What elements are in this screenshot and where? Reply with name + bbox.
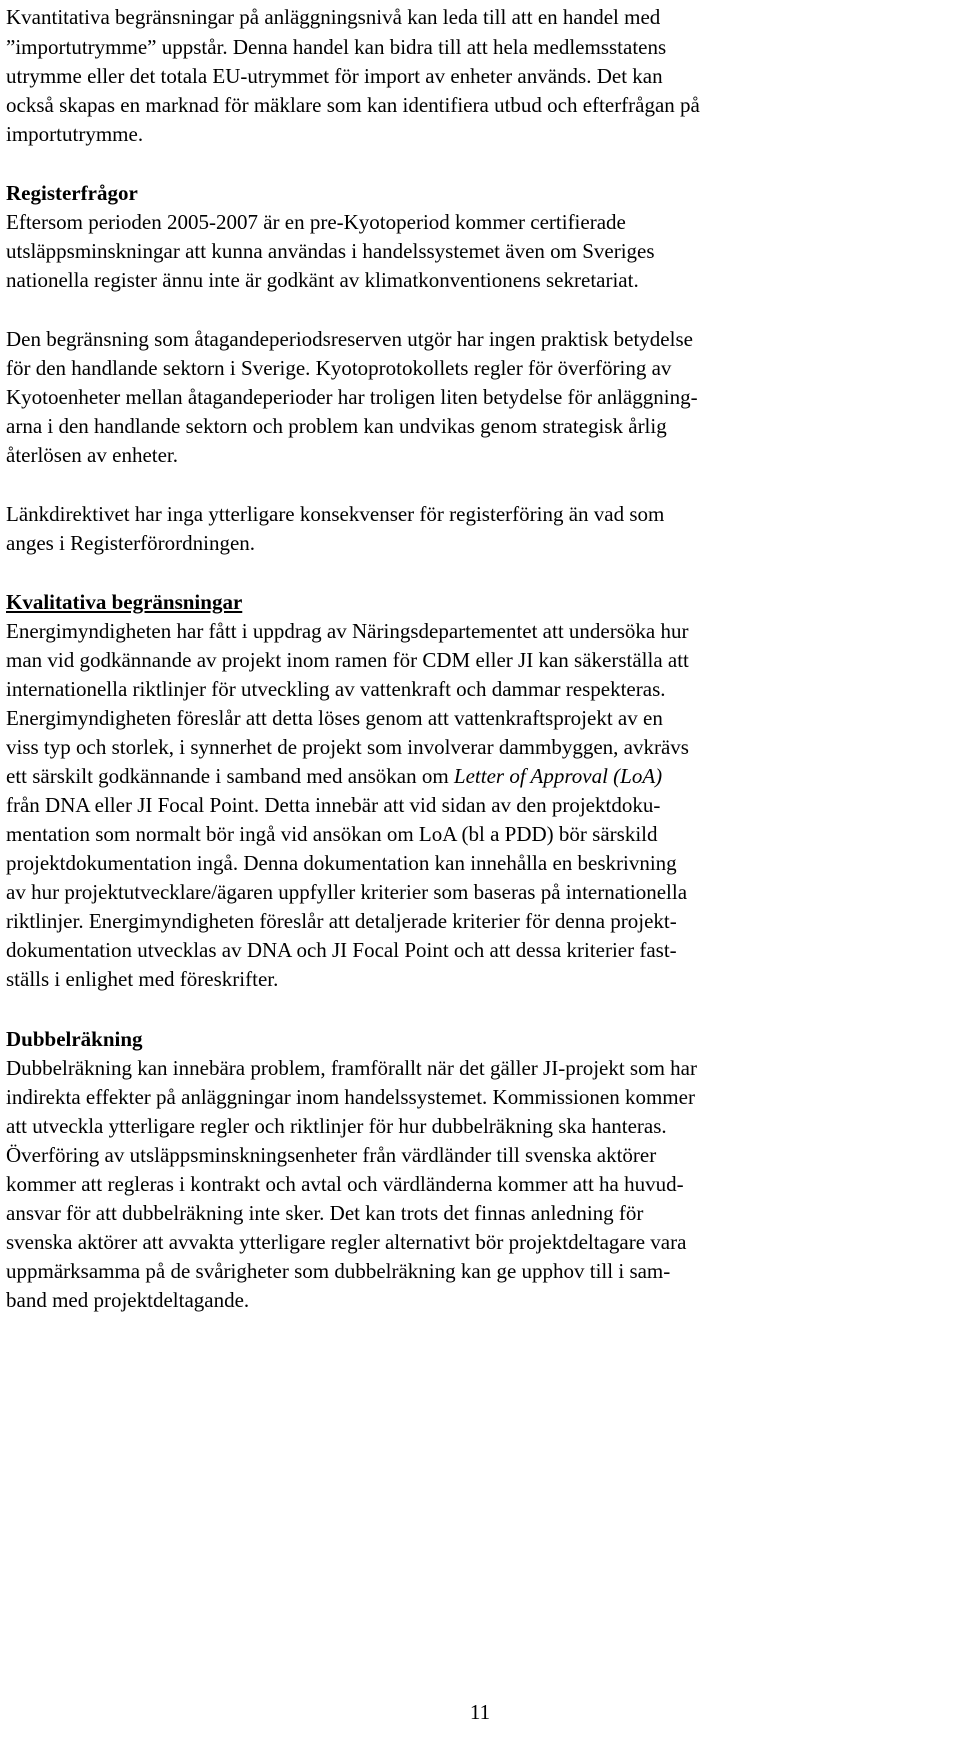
text-line: att utveckla ytterligare regler och riktlinjer för hur dubbelräkning ska hanteras. [6,1114,667,1138]
section-heading-registerfragor: Registerfrågor [6,181,138,205]
text-line: utrymme eller det totala EU-utrymmet för import av enheter används. Det kan [6,64,663,88]
text-line: Den begränsning som åtagandeperiodsreserven utgör har ingen praktisk betydelse [6,327,693,351]
text-line [6,761,662,791]
section-heading-kvalitativa: Kvalitativa begränsningar [6,590,243,614]
text-line: internationella riktlinjer för utveckling av vattenkraft och dammar respekteras. [6,677,666,701]
text-line: Dubbelräkning kan innebära problem, framförallt när det gäller JI-projekt som har [6,1056,698,1080]
text-line: ”importutrymme” uppstår. Denna handel kan bidra till att hela medlemsstatens [6,35,667,59]
text-line: Överföring av utsläppsminskningsenheter från värdländer till svenska aktörer [6,1143,657,1167]
text-line: uppmärksamma på de svårigheter som dubbelräkning kan ge upphov till i sam- [6,1259,671,1283]
text-line: också skapas en marknad för mäklare som kan identifiera utbud och efterfrågan på [6,93,700,117]
text-line: riktlinjer. Energimyndigheten föreslår att detaljerade kriterier för denna projekt- [6,909,677,933]
section-heading-dubbelrakning: Dubbelräkning [6,1027,143,1051]
text-line: utsläppsminskningar att kunna användas i handelssystemet även om Sveriges [6,239,655,263]
text-line: arna i den handlande sektorn och problem kan undvikas genom strategisk årlig [6,414,667,438]
text-line: viss typ och storlek, i synnerhet de projekt som involverar dammbyggen, avkrävs [6,735,689,759]
text-line: ställs i enlighet med föreskrifter. [6,967,279,991]
page-number: 11 [469,1700,491,1724]
text-span: ett särskilt godkännande i samband med ansökan om [6,764,454,788]
text-line: Energimyndigheten föreslår att detta löses genom att vattenkraftsprojekt av en [6,706,663,730]
text-line: mentation som normalt bör ingå vid ansökan om LoA (bl a PDD) bör särskild [6,822,658,846]
text-line: dokumentation utvecklas av DNA och JI Focal Point och att dessa kriterier fast- [6,938,677,962]
text-line: indirekta effekter på anläggningar inom handelssystemet. Kommissionen kommer [6,1085,695,1109]
text-line: svenska aktörer att avvakta ytterligare regler alternativt bör projektdeltagare vara [6,1230,687,1254]
text-line: ansvar för att dubbelräkning inte sker. Det kan trots det finnas anledning för [6,1201,644,1225]
text-line: anges i Registerförordningen. [6,531,256,555]
text-line: från DNA eller JI Focal Point. Detta innebär att vid sidan av den projektdoku- [6,793,661,817]
text-line: Kyotoenheter mellan åtagandeperioder har troligen liten betydelse för anläggning- [6,385,698,409]
text-line: Kvantitativa begränsningar på anläggningsnivå kan leda till att en handel med [6,5,661,29]
text-line: för den handlande sektorn i Sverige. Kyotoprotokollets regler för överföring av [6,356,672,380]
text-line: man vid godkännande av projekt inom ramen för CDM eller JI kan säkerställa att [6,648,689,672]
text-line: projektdokumentation ingå. Denna dokumentation kan innehålla en beskrivning [6,851,677,875]
text-line: nationella register ännu inte är godkänt av klimatkonventionens sekretariat. [6,268,639,292]
text-line: återlösen av enheter. [6,443,178,467]
text-line: Eftersom perioden 2005-2007 är en pre-Kyotoperiod kommer certifierade [6,210,626,234]
text-line: av hur projektutvecklare/ägaren uppfyller kriterier som baseras på internationella [6,880,688,904]
text-line: importutrymme. [6,122,144,146]
text-line: Energimyndigheten har fått i uppdrag av Näringsdepartementet att undersöka hur [6,619,689,643]
letter-of-approval-term: Letter of Approval (LoA) [453,764,663,788]
text-line: Länkdirektivet har inga ytterligare konsekvenser för registerföring än vad som [6,502,665,526]
text-line: kommer att regleras i kontrakt och avtal och värdländerna kommer att ha huvud- [6,1172,684,1196]
text-line: band med projektdeltagande. [6,1288,250,1312]
